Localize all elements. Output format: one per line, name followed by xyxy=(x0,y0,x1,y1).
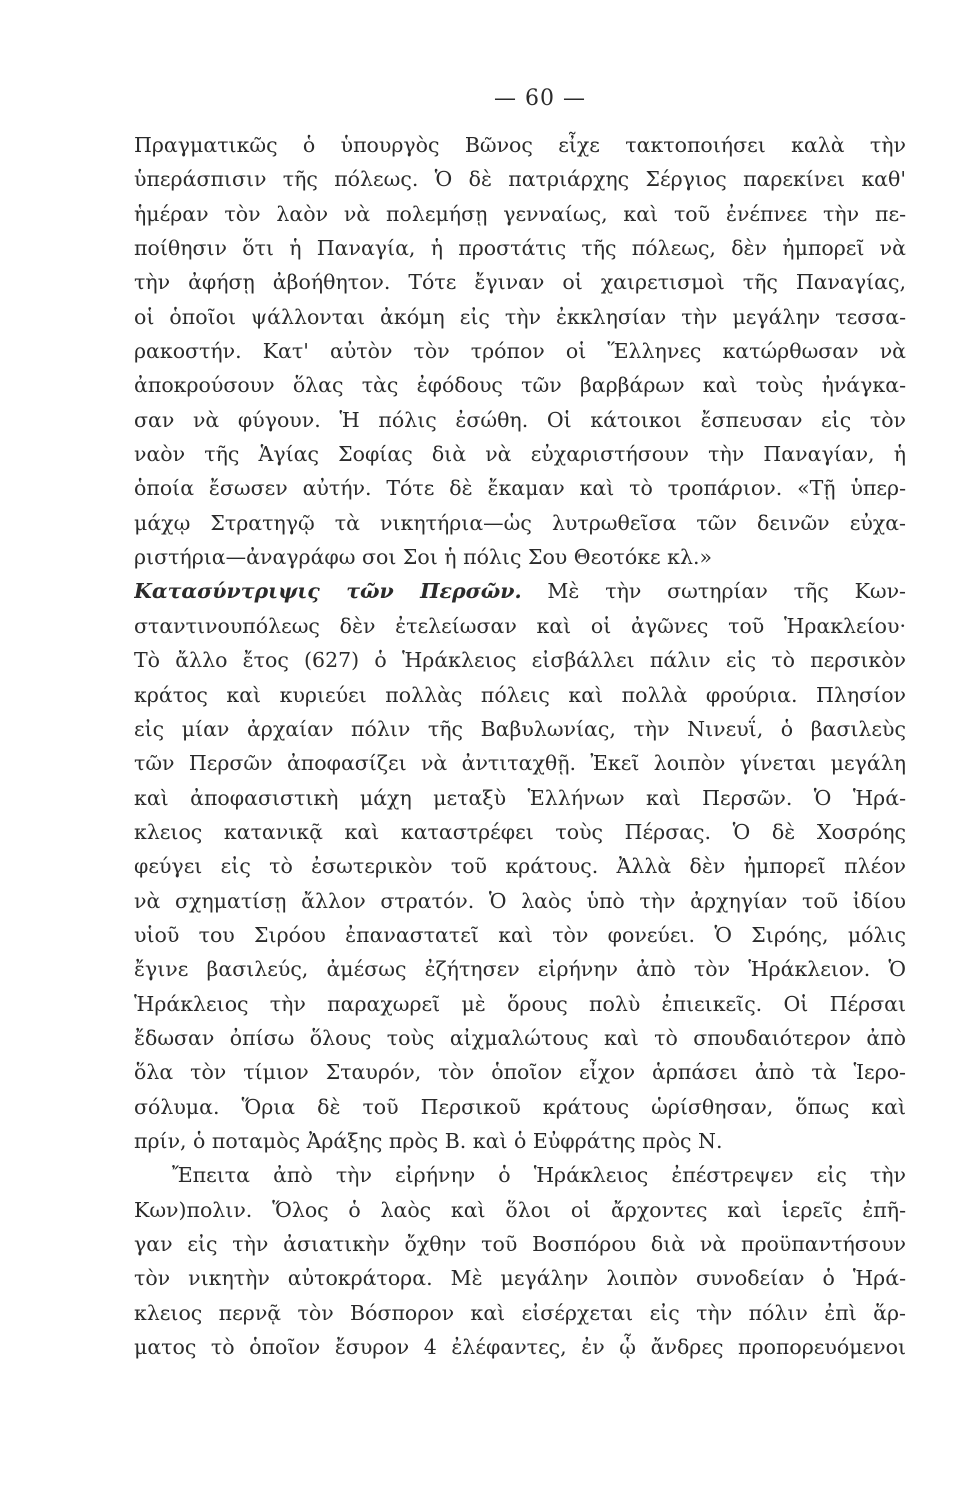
page-number: — 60 — xyxy=(494,86,586,111)
text-line: τὴν ἀφήσῃ ἀβοήθητον. Τότε ἔγιναν οἱ χαιρετισμοὶ τῆς Παναγίας, xyxy=(134,270,906,295)
text-line: ὅλα τὸν τίμιον Σταυρόν, τὸν ὁποῖον εἶχον ἁρπάσει ἀπὸ τὰ Ἱερο- xyxy=(134,1060,906,1085)
text-line: τὸν νικητὴν αὐτοκράτορα. Μὲ μεγάλην λοιπὸν συνοδείαν ὁ Ἡρά- xyxy=(134,1266,906,1291)
text-line: ρακοστήν. Κατ' αὐτὸν τὸν τρόπον οἱ Ἕλληνες κατώρθωσαν νὰ xyxy=(134,339,906,364)
text-line: ναὸν τῆς Ἁγίας Σοφίας διὰ νὰ εὐχαριστήσουν τὴν Παναγίαν, ἡ xyxy=(134,442,906,467)
text-line: ὑπεράσπισιν τῆς πόλεως. Ὁ δὲ πατριάρχης Σέργιος παρεκίνει καθ' xyxy=(134,167,906,192)
text-line: ἔδωσαν ὀπίσω ὅλους τοὺς αἰχμαλώτους καὶ τὸ σπουδαιότερον ἀπὸ xyxy=(134,1025,906,1050)
section-heading-line xyxy=(134,574,906,608)
text-line: Ἔπειτα ἀπὸ τὴν εἰρήνην ὁ Ἡράκλειος ἐπέστρεψεν εἰς τὴν xyxy=(172,1163,906,1188)
text-line: σόλυμα. Ὅρια δὲ τοῦ Περσικοῦ κράτους ὡρίσθησαν, ὅπως καὶ xyxy=(134,1094,906,1119)
section-heading: Κατασύντριψις τῶν Περσῶν. xyxy=(134,579,522,604)
text-line: Πραγματικῶς ὁ ὑπουργὸς Βῶνος εἶχε τακτοποιήσει καλὰ τὴν xyxy=(134,133,906,157)
text-line: υἱοῦ του Σιρόου ἐπαναστατεῖ καὶ τὸν φονεύει. Ὁ Σιρόης, μόλις xyxy=(134,922,906,947)
text-line: ὁποία ἔσωσεν αὐτήν. Τότε δὲ ἔκαμαν καὶ τὸ τροπάριον. «Τῇ ὑπερ- xyxy=(134,476,906,501)
text-line: Ἡράκλειος τὴν παραχωρεῖ μὲ ὅρους πολὺ ἐπιεικεῖς. Οἱ Πέρσαι xyxy=(134,991,906,1016)
text-line: κλειος κατανικᾷ καὶ καταστρέφει τοὺς Πέρσας. Ὁ δὲ Χοσρόης xyxy=(134,819,906,844)
text-line: κράτος καὶ κυριεύει πολλὰς πόλεις καὶ πολλὰ φρούρια. Πλησίον xyxy=(134,682,906,707)
text-line: ποίθησιν ὅτι ἡ Παναγία, ἡ προστάτις τῆς πόλεως, δὲν ἠμπορεῖ νὰ xyxy=(134,236,906,261)
text-line: σταντινουπόλεως δὲν ἐτελείωσαν καὶ οἱ ἀγῶνες τοῦ Ἡρακλείου· xyxy=(134,613,906,638)
text-line: μάχῳ Στρατηγῷ τὰ νικητήρια—ὡς λυτρωθεῖσα τῶν δεινῶν εὐχα- xyxy=(134,510,906,535)
text-line: πρίν, ὁ ποταμὸς Ἀράξης πρὸς Β. καὶ ὁ Εὐφράτης πρὸς Ν. xyxy=(134,1128,723,1153)
text-line: ματος τὸ ὁποῖον ἔσυρον 4 ἐλέφαντες, ἐν ᾧ ἄνδρες προπορευόμενοι xyxy=(134,1335,906,1360)
text-line: σαν νὰ φύγουν. Ἡ πόλις ἐσώθη. Οἱ κάτοικοι ἔσπευσαν εἰς τὸν xyxy=(134,407,906,432)
text-line: Τὸ ἄλλο ἔτος (627) ὁ Ἡράκλειος εἰσβάλλει πάλιν εἰς τὸ περσικὸν xyxy=(134,648,906,673)
text-line: ἡμέραν τὸν λαὸν νὰ πολεμήσῃ γενναίως, καὶ τοῦ ἐνέπνεε τὴν πε- xyxy=(134,201,906,226)
text-line: οἱ ὁποῖοι ψάλλονται ἀκόμη εἰς τὴν ἐκκλησίαν τὴν μεγάλην τεσσα- xyxy=(134,304,906,329)
text-line: τῶν Περσῶν ἀποφασίζει νὰ ἀντιταχθῇ. Ἐκεῖ λοιπὸν γίνεται μεγάλη xyxy=(134,751,906,776)
text-line: Κων)πολιν. Ὅλος ὁ λαὸς καὶ ὅλοι οἱ ἄρχοντες καὶ ἱερεῖς ἐπῆ- xyxy=(134,1197,906,1222)
text-line: γαν εἰς τὴν ἀσιατικὴν ὄχθην τοῦ Βοσπόρου διὰ νὰ προϋπαντήσουν xyxy=(134,1232,906,1256)
text-line: κλειος περνᾷ τὸν Βόσπορον καὶ εἰσέρχεται εἰς τὴν πόλιν ἐπὶ ἅρ- xyxy=(134,1300,906,1325)
text-line: καὶ ἀποφασιστικὴ μάχη μεταξὺ Ἑλλήνων καὶ Περσῶν. Ὁ Ἡρά- xyxy=(134,785,906,810)
section-heading-continuation: Μὲ τὴν σωτηρίαν τῆς Κων- xyxy=(521,579,906,604)
body-text xyxy=(134,128,906,1364)
text-line: νὰ σχηματίσῃ ἄλλον στρατόν. Ὁ λαὸς ὑπὸ τὴν ἀρχηγίαν τοῦ ἰδίου xyxy=(134,888,906,913)
text-line: ἔγινε βασιλεύς, ἀμέσως ἐζήτησεν εἰρήνην ἀπὸ τὸν Ἡράκλειον. Ὁ xyxy=(134,957,906,982)
text-line: φεύγει εἰς τὸ ἐσωτερικὸν τοῦ κράτους. Ἀλλὰ δὲν ἠμπορεῖ πλέον xyxy=(134,854,906,879)
text-line: ἀποκρούσουν ὅλας τὰς ἐφόδους τῶν βαρβάρων καὶ τοὺς ἠνάγκα- xyxy=(134,373,906,398)
text-line: εἰς μίαν ἀρχαίαν πόλιν τῆς Βαβυλωνίας, τὴν Νινευΐ, ὁ βασιλεὺς xyxy=(134,716,906,741)
text-line: ριστήρια—ἀναγράφω σοι Σοι ἡ πόλις Σου Θεοτόκε κλ.» xyxy=(134,545,713,570)
